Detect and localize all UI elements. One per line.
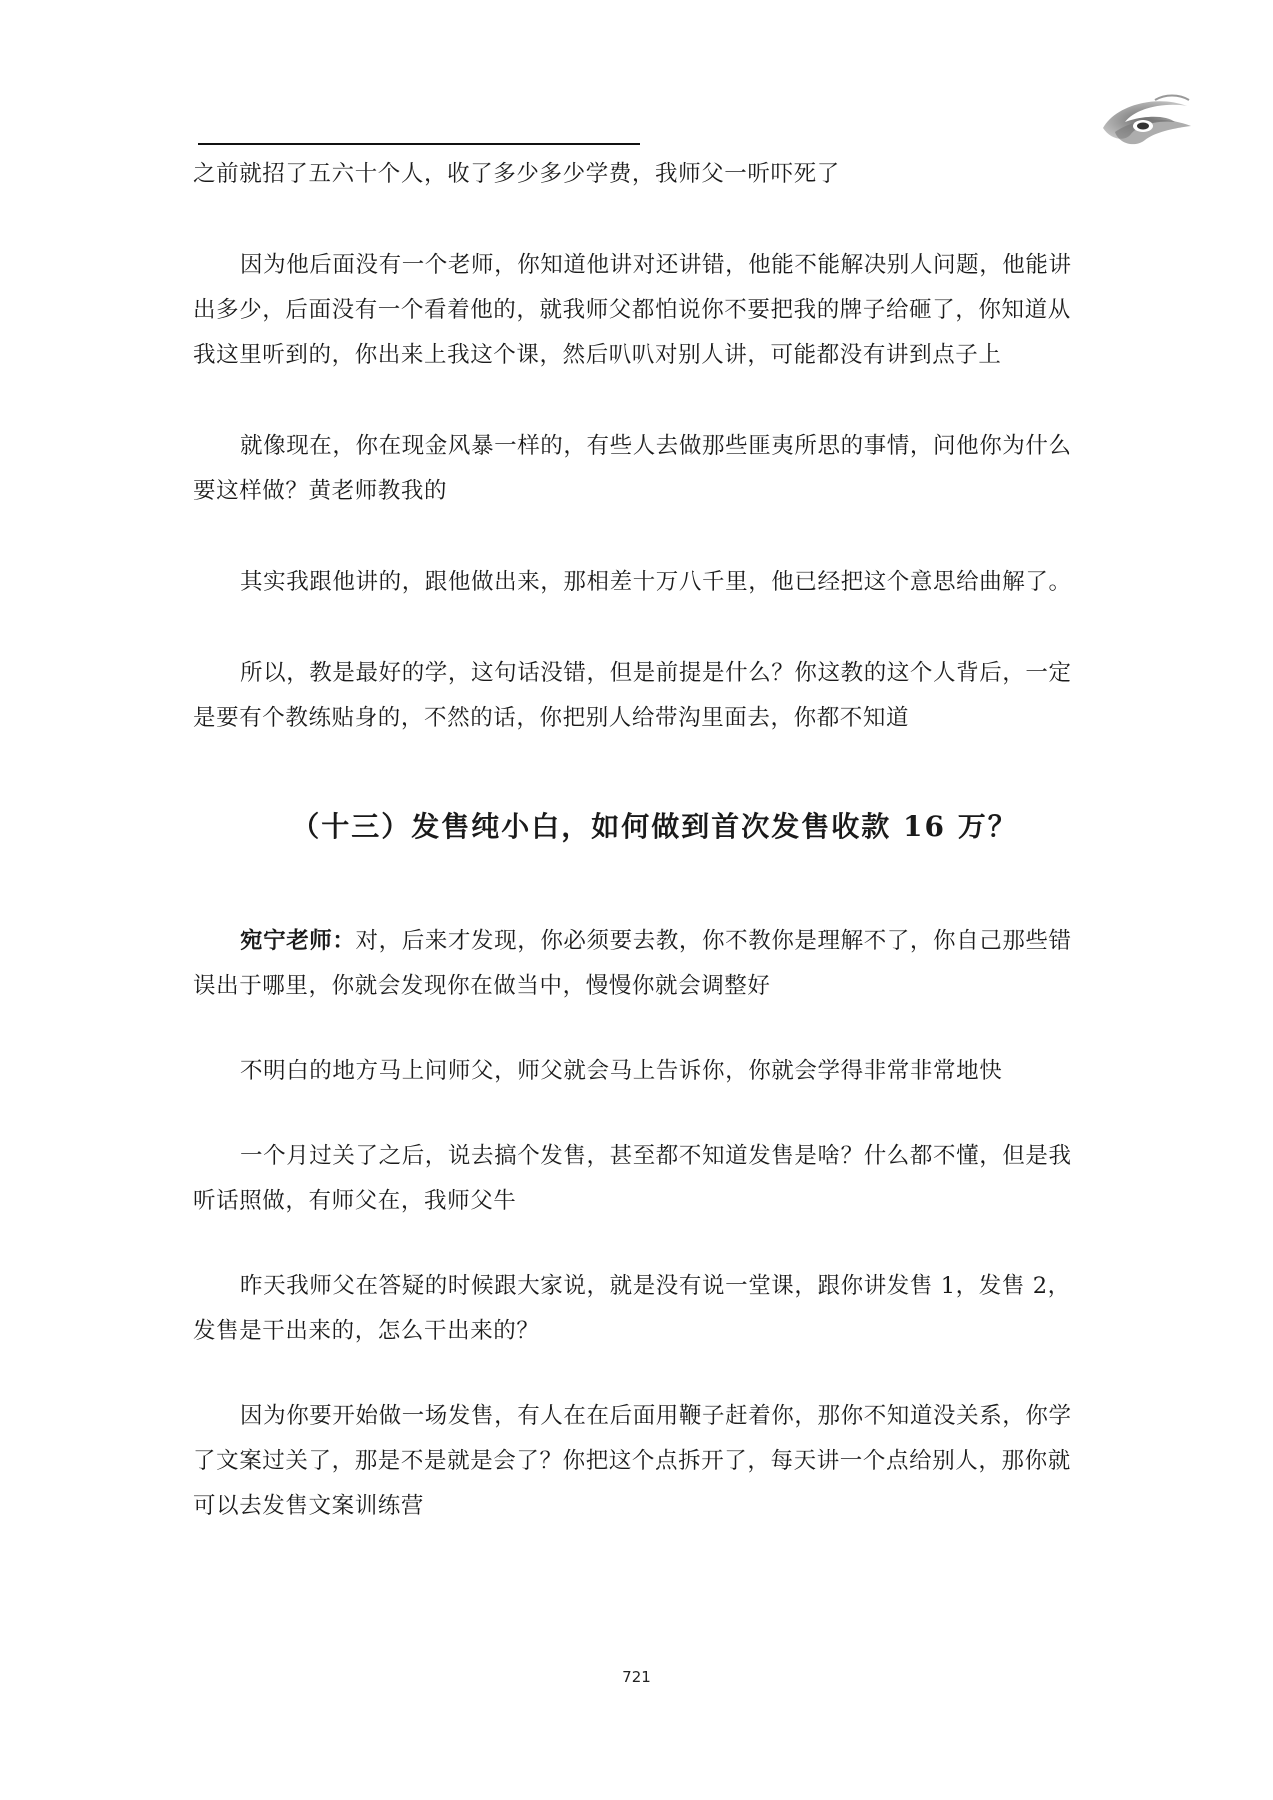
paragraph-7: 不明白的地方马上问师父，师父就会马上告诉你，你就会学得非常非常地快 [240, 1058, 1003, 1084]
paragraph-10: 因为你要开始做一场发售，有人在在后面用鞭子赶着你，那你不知道没关系，你学了文案过关了，那是不是就是会了？你把这个点拆开了，每天讲一个点给别人，那你就可以去发售文案训练营 [193, 1403, 1072, 1519]
page-body [193, 152, 1091, 1529]
paragraph-1: 之前就招了五六十个人，收了多少多少学费，我师父一听吓死了 [193, 161, 840, 187]
paragraph-6 [193, 919, 1091, 1009]
paragraph-8: 一个月过关了之后，说去搞个发售，甚至都不知道发售是啥？什么都不懂，但是我听话照做，有师父在，我师父牛 [193, 1143, 1072, 1214]
paragraph-4: 其实我跟他讲的，跟他做出来，那相差十万八千里，他已经把这个意思给曲解了。 [240, 569, 1072, 595]
paragraph-9: 昨天我师父在答疑的时候跟大家说，就是没有说一堂课，跟你讲发售 1，发售 2，发售是干出来的，怎么干出来的？ [193, 1273, 1071, 1344]
speaker-name: 宛宁老师： [240, 928, 356, 954]
paragraph-3: 就像现在，你在现金风暴一样的，有些人去做那些匪夷所思的事情，问他你为什么要这样做？黄老师教我的 [193, 433, 1072, 504]
header-rule [198, 143, 640, 145]
page-number: 721 [622, 1668, 651, 1686]
section-title: （十三）发售纯小白，如何做到首次发售收款 16 万？ [291, 810, 1018, 843]
swirl-emblem-icon [1095, 88, 1195, 152]
paragraph-6-text: 对，后来才发现，你必须要去教，你不教你是理解不了，你自己那些错误出于哪里，你就会发现你在做当中，慢慢你就会调整好 [193, 928, 1072, 999]
paragraph-5: 所以，教是最好的学，这句话没错，但是前提是什么？你这教的这个人背后，一定是要有个教练贴身的，不然的话，你把别人给带沟里面去，你都不知道 [193, 660, 1072, 731]
paragraph-2: 因为他后面没有一个老师，你知道他讲对还讲错，他能不能解决别人问题，他能讲出多少，后面没有一个看着他的，就我师父都怕说你不要把我的牌子给砸了，你知道从我这里听到的，你出来上我这个课，然后叭叭对别人讲，可能都没有讲到点子上 [193, 252, 1072, 368]
